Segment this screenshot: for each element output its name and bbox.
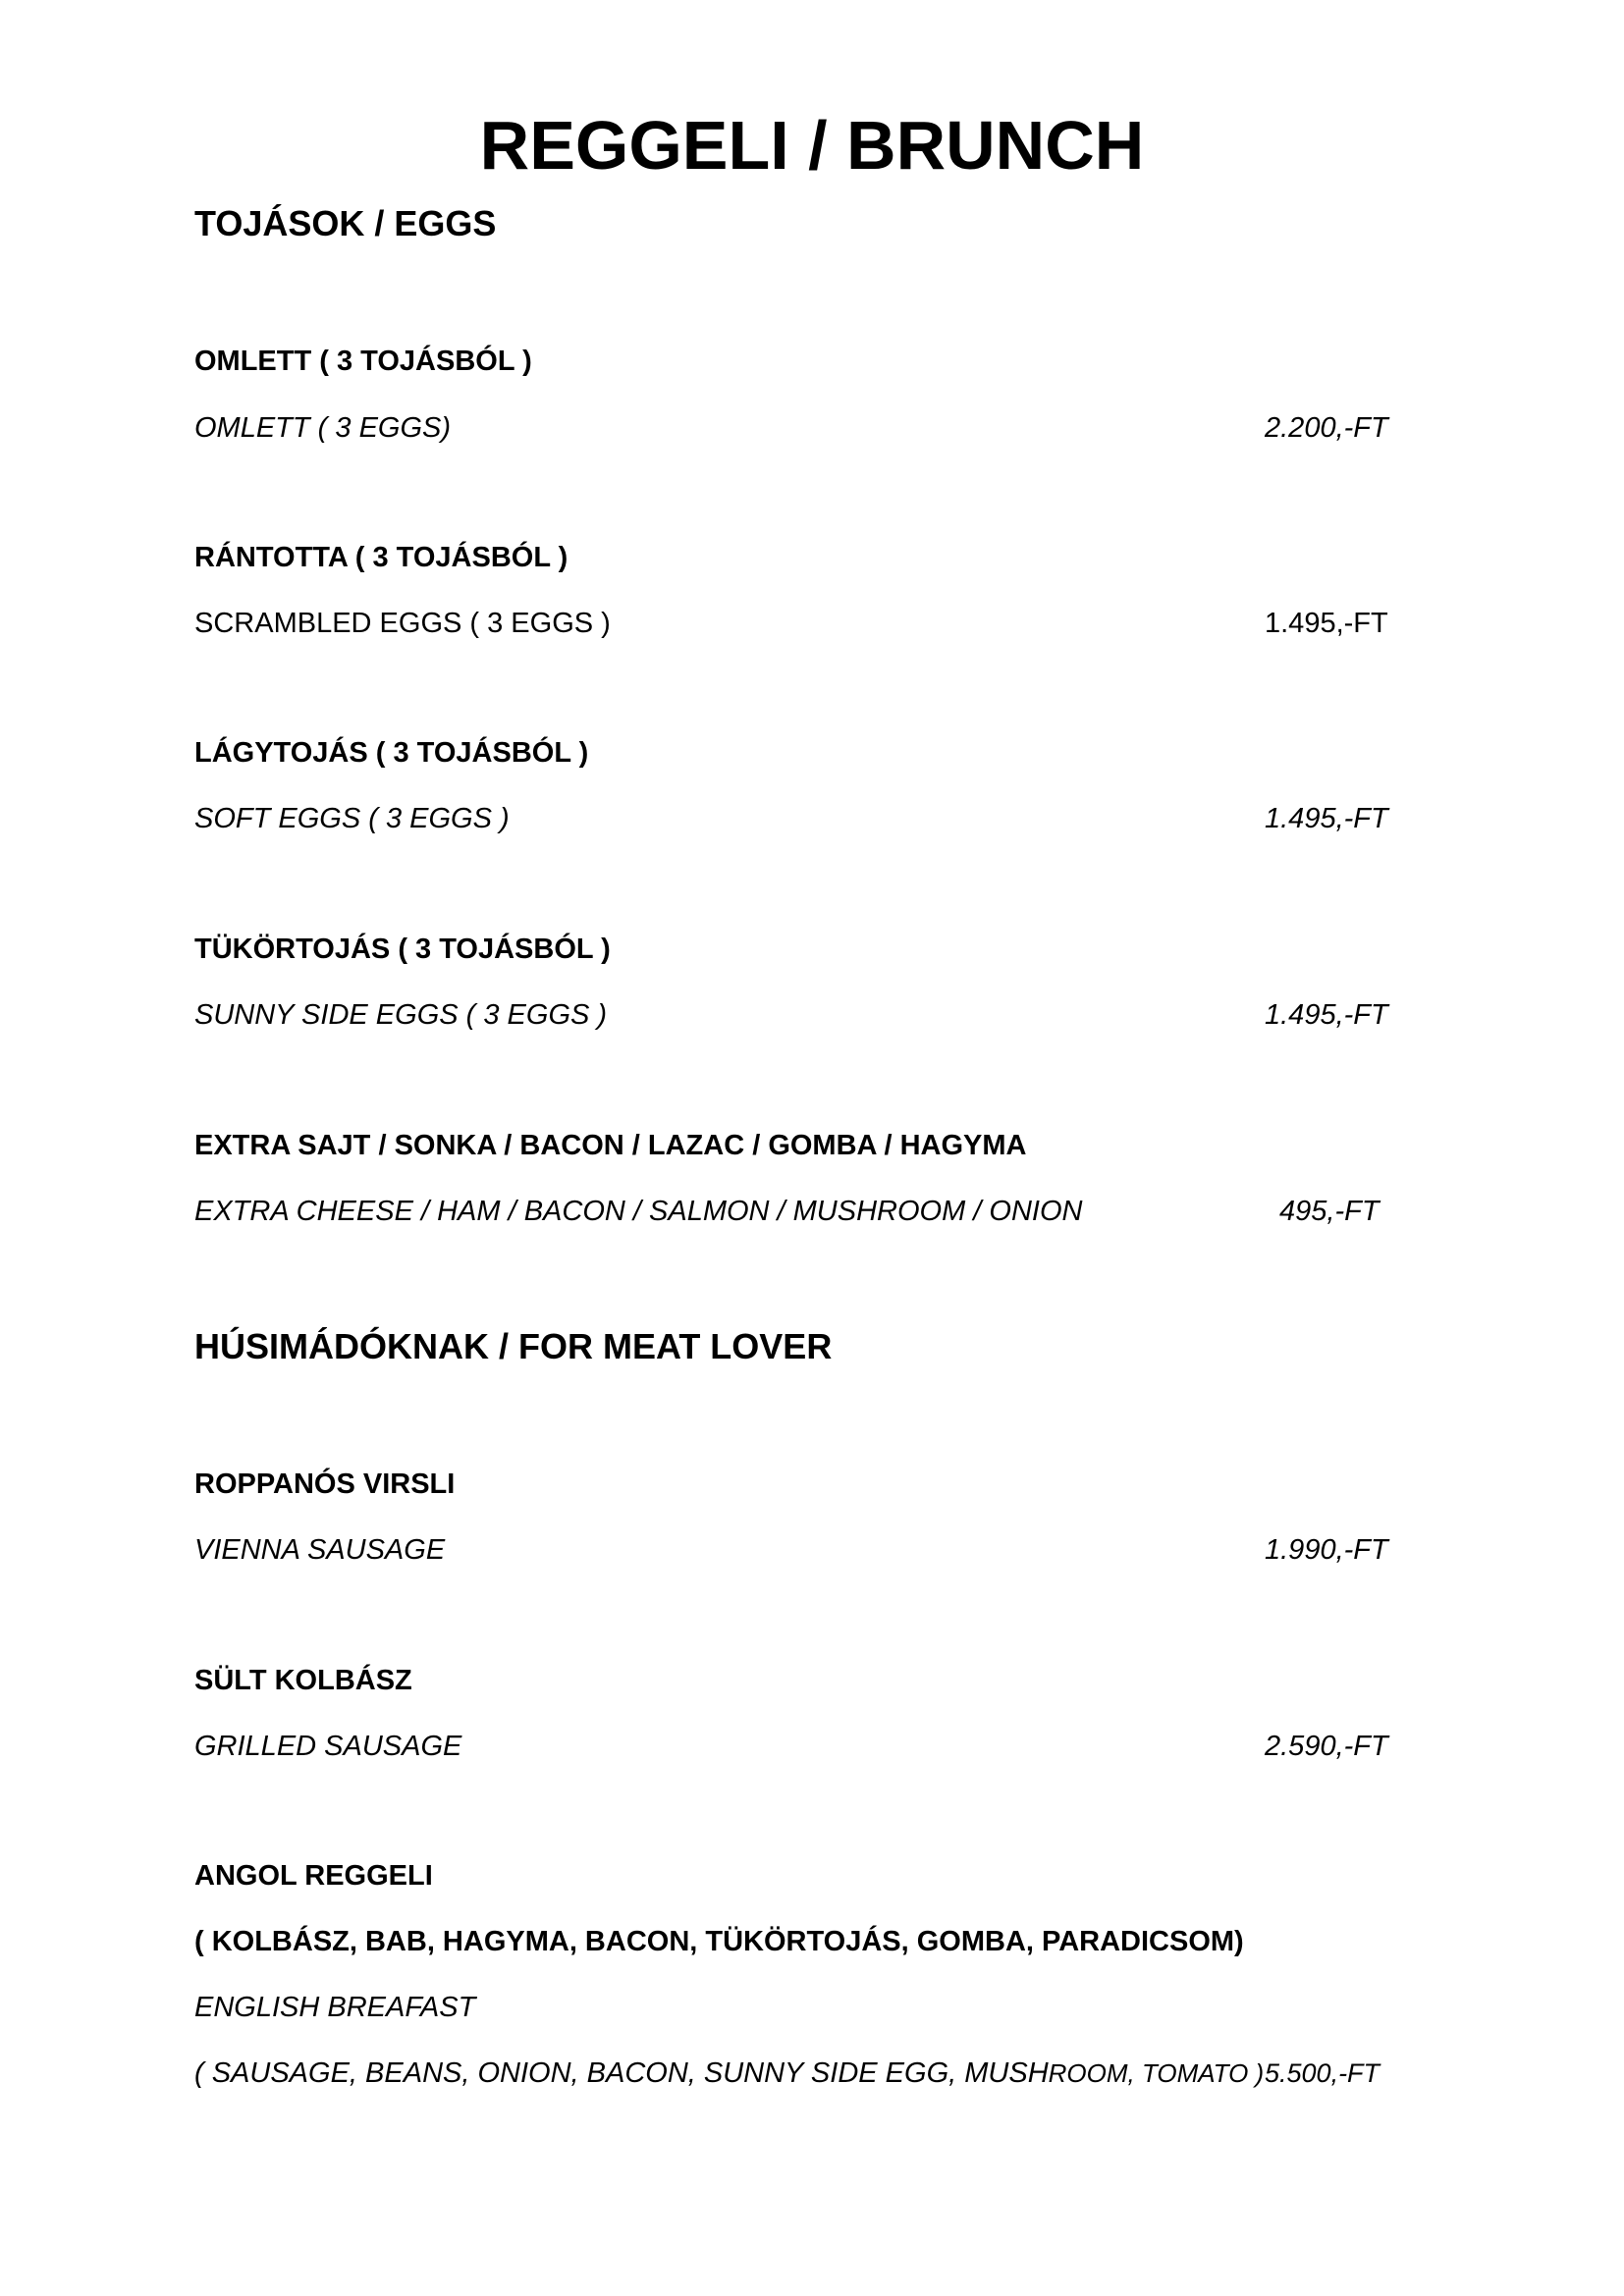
item-name-extra: EXTRA SAJT / SONKA / BACON / LAZAC / GOMBA / HAGYMA <box>194 1130 1027 1161</box>
item-name-angol-reggeli: ANGOL REGGELI <box>194 1860 433 1892</box>
item-price-rantotta: 1.495,-FT <box>1265 608 1388 639</box>
section-heading-eggs: TOJÁSOK / EGGS <box>194 203 497 243</box>
item-name-tukortojas: TÜKÖRTOJÁS ( 3 TOJÁSBÓL ) <box>194 934 611 965</box>
page-title: REGGELI / BRUNCH <box>479 107 1145 184</box>
section-heading-meat-lover: HÚSIMÁDÓKNAK / FOR MEAT LOVER <box>194 1326 833 1366</box>
item-price-kolbasz: 2.590,-FT <box>1265 1731 1388 1762</box>
item-english-extra: EXTRA CHEESE / HAM / BACON / SALMON / MUSHROOM / ONION <box>194 1196 1083 1227</box>
english-detail-main: ( SAUSAGE, BEANS, ONION, BACON, SUNNY SIDE EGG, MUSH <box>194 2057 1049 2089</box>
item-name-detail-angol-reggeli: ( KOLBÁSZ, BAB, HAGYMA, BACON, TÜKÖRTOJÁS, GOMBA, PARADICSOM) <box>194 1926 1244 1957</box>
item-english-detail-angol-reggeli <box>194 2056 1264 2091</box>
english-detail-tail: ROOM, TOMATO ) <box>1048 2058 1265 2088</box>
item-english-virsli: VIENNA SAUSAGE <box>194 1534 446 1566</box>
item-english-lagytojas: SOFT EGGS ( 3 EGGS ) <box>194 803 510 834</box>
item-price-extra: 495,-FT <box>1279 1196 1380 1227</box>
item-name-kolbasz: SÜLT KOLBÁSZ <box>194 1665 412 1696</box>
item-price-lagytojas: 1.495,-FT <box>1265 803 1388 834</box>
item-english-tukortojas: SUNNY SIDE EGGS ( 3 EGGS ) <box>194 999 608 1031</box>
item-name-lagytojas: LÁGYTOJÁS ( 3 TOJÁSBÓL ) <box>194 737 589 769</box>
item-price-angol-reggeli: 5.500,-FT <box>1265 2058 1380 2088</box>
item-english-angol-reggeli: ENGLISH BREAFAST <box>194 1992 476 2023</box>
item-english-omlett: OMLETT ( 3 EGGS) <box>194 412 452 444</box>
item-price-tukortojas: 1.495,-FT <box>1265 999 1388 1031</box>
item-name-virsli: ROPPANÓS VIRSLI <box>194 1468 456 1500</box>
item-price-virsli: 1.990,-FT <box>1265 1534 1388 1566</box>
item-english-rantotta: SCRAMBLED EGGS ( 3 EGGS ) <box>194 608 611 639</box>
item-name-rantotta: RÁNTOTTA ( 3 TOJÁSBÓL ) <box>194 542 568 573</box>
item-price-omlett: 2.200,-FT <box>1265 412 1388 444</box>
item-english-kolbasz: GRILLED SAUSAGE <box>194 1731 462 1762</box>
item-name-omlett: OMLETT ( 3 TOJÁSBÓL ) <box>194 346 532 377</box>
